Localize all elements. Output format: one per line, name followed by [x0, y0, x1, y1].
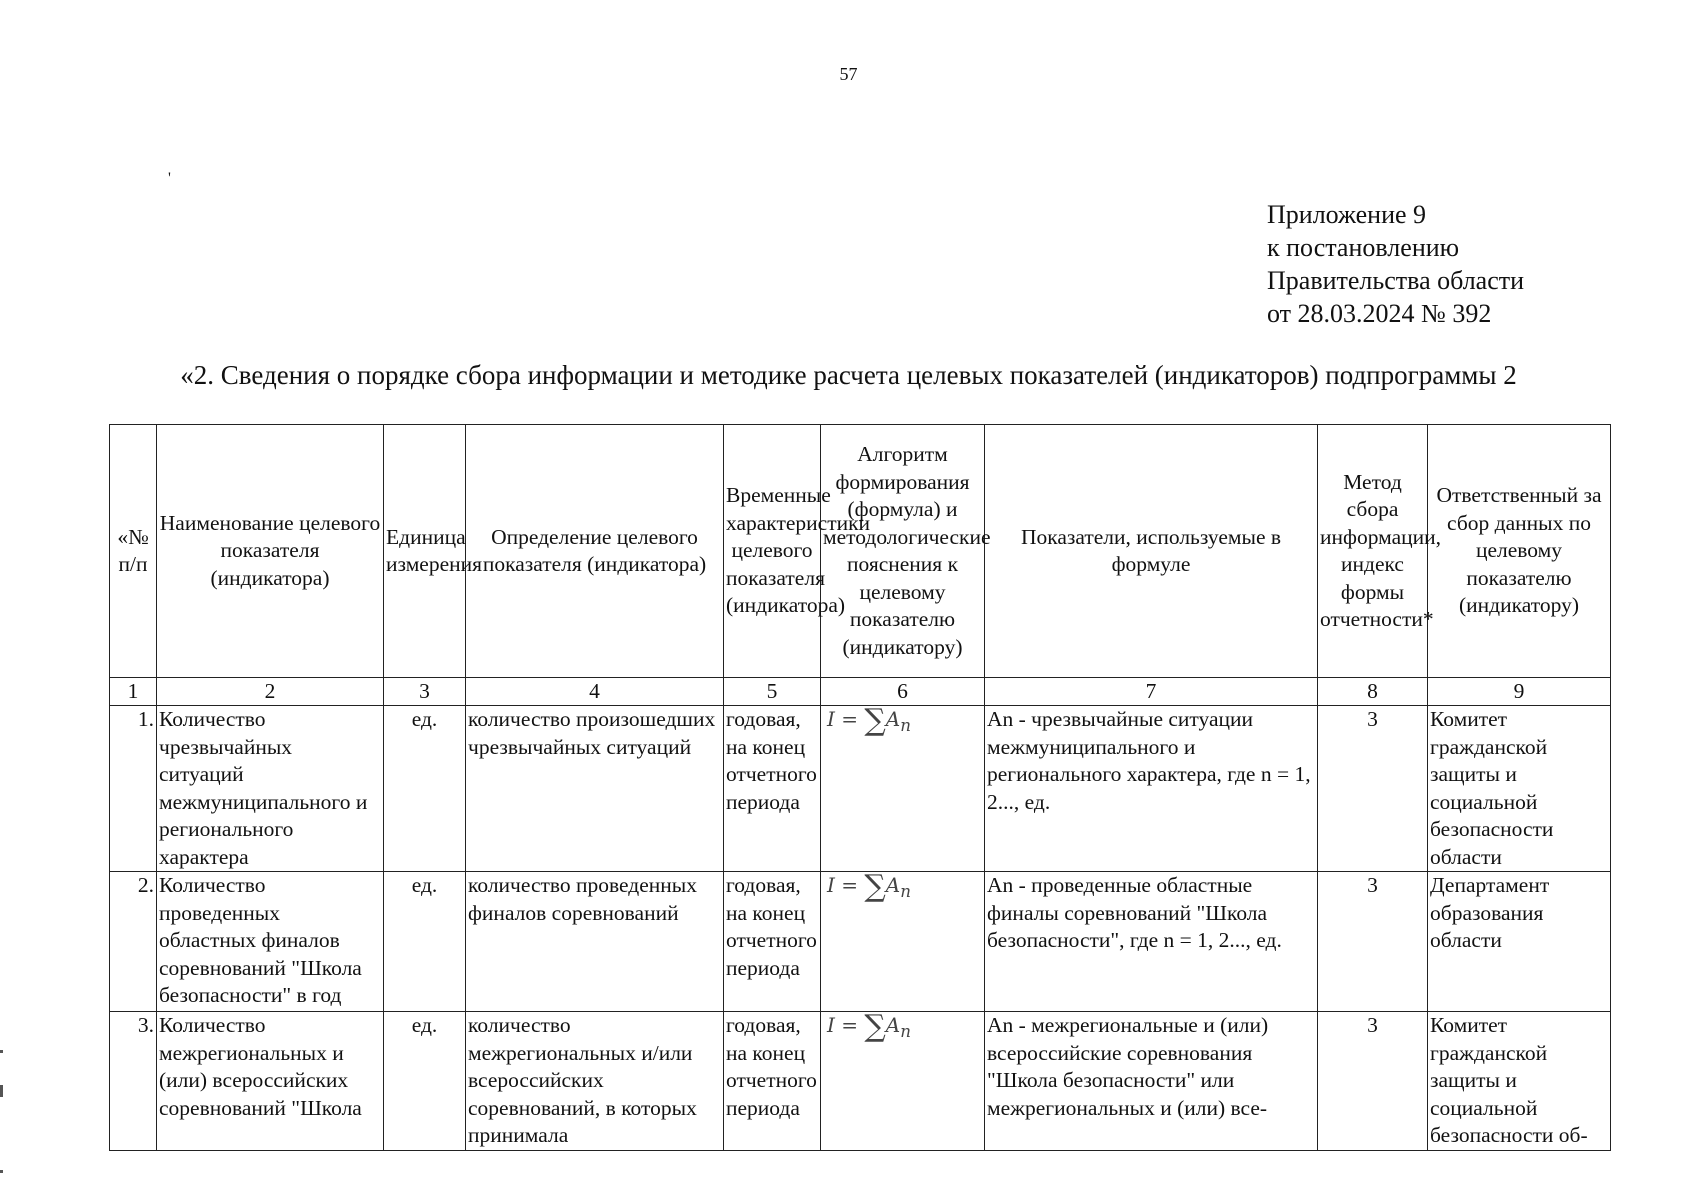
row-number: 2.	[110, 872, 157, 1012]
formula-indicators: An - чрезвычайные ситуации межмуниципального и регионального характера, где n = 1, 2..., ед.	[985, 706, 1318, 872]
formula-lhs: I =	[827, 1013, 865, 1037]
sigma-symbol: ∑	[864, 703, 886, 738]
formula-rhs: A	[885, 873, 901, 897]
header-cell: Временные характеристики целевого показателя (индикатора)	[724, 425, 821, 678]
indicator-name: Количество проведенных областных финалов соревнований "Школа безопасности" в год	[157, 872, 384, 1012]
formula-rhs: A	[885, 1013, 901, 1037]
appendix-line: к постановлению	[1267, 233, 1460, 262]
formula-image	[823, 703, 911, 738]
header-cell: Метод сбора информации, индекс формы отчетности*	[1318, 425, 1428, 678]
column-number: 5	[724, 678, 821, 706]
timing: годовая, на конец отчетного периода	[724, 706, 821, 872]
stray-mark: '	[168, 170, 171, 187]
header-cell: Определение целевого показателя (индикатора)	[466, 425, 724, 678]
scan-edge-mark	[0, 1170, 3, 1173]
header-cell: Показатели, используемые в формуле	[985, 425, 1318, 678]
unit: ед.	[384, 872, 466, 1012]
table-row	[110, 872, 1611, 1012]
column-number: 1	[110, 678, 157, 706]
formula	[821, 1009, 985, 1151]
header-cell: Ответственный за сбор данных по целевому показателю (индикатору)	[1428, 425, 1611, 678]
appendix-line: Правительства области	[1267, 266, 1525, 295]
responsible: Комитет гражданской защиты и социальной безопасности области	[1428, 706, 1611, 872]
formula	[821, 703, 985, 872]
column-number: 2	[157, 678, 384, 706]
collection-method: 3	[1318, 1012, 1428, 1151]
responsible: Департамент образования области	[1428, 872, 1611, 1012]
formula-indicators: An - межрегиональные и (или) всероссийские соревнования "Школа безопасности" или межрегиональных и (или) все-	[985, 1012, 1318, 1151]
appendix-line: от 28.03.2024 № 392	[1267, 299, 1492, 328]
formula-image	[823, 1009, 911, 1044]
collection-method: 3	[1318, 872, 1428, 1012]
appendix-line: Приложение 9	[1267, 200, 1427, 229]
row-number: 1.	[110, 706, 157, 872]
column-number: 8	[1318, 678, 1428, 706]
table-row	[110, 706, 1611, 872]
unit: ед.	[384, 1012, 466, 1151]
formula-lhs: I =	[827, 707, 865, 731]
sigma-symbol: ∑	[864, 1009, 886, 1044]
column-number-row	[110, 678, 1611, 706]
formula-lhs: I =	[827, 873, 865, 897]
sigma-symbol: ∑	[864, 869, 886, 904]
header-cell: «№ п/п	[110, 425, 157, 678]
column-number: 4	[466, 678, 724, 706]
page-number: 57	[839, 64, 858, 84]
formula-sub: n	[900, 882, 911, 901]
responsible: Комитет гражданской защиты и социальной безопасности об-	[1428, 1012, 1611, 1151]
header-cell: Единица измерения	[384, 425, 466, 678]
indicator-name: Количество чрезвычайных ситуаций межмуниципального и регионального характера	[157, 706, 384, 872]
formula-image	[823, 869, 911, 904]
collection-method: 3	[1318, 706, 1428, 872]
table-row	[110, 1012, 1611, 1151]
formula-sub: n	[900, 1022, 911, 1041]
indicator-name: Количество межрегиональных и (или) всероссийских соревнований "Школа	[157, 1012, 384, 1151]
formula-rhs: A	[885, 707, 901, 731]
scan-edge-mark	[0, 1085, 3, 1097]
timing: годовая, на конец отчетного периода	[724, 872, 821, 1012]
unit: ед.	[384, 706, 466, 872]
scan-edge-mark	[0, 1050, 3, 1053]
column-number: 9	[1428, 678, 1611, 706]
formula-indicators: An - проведенные областные финалы соревнований "Школа безопасности", где n = 1, 2..., ед.	[985, 872, 1318, 1012]
definition: количество межрегиональных и/или всероссийских соревнований, в которых принимала	[466, 1012, 724, 1151]
column-number: 3	[384, 678, 466, 706]
document-title: «2. Сведения о порядке сбора информации и методике расчета целевых показателей (индикаторов) подпрограммы 2	[180, 360, 1517, 390]
formula	[821, 869, 985, 1012]
indicators-table	[109, 424, 1611, 1151]
definition: количество проведенных финалов соревнований	[466, 872, 724, 1012]
appendix-block	[1267, 198, 1524, 330]
column-number: 7	[985, 678, 1318, 706]
row-number: 3.	[110, 1012, 157, 1151]
header-cell: Алгоритм формирования (формула) и методологические пояснения к целевому показателю (индикатору)	[821, 425, 985, 678]
header-row	[110, 425, 1611, 678]
timing: годовая, на конец отчетного периода	[724, 1012, 821, 1151]
column-number: 6	[821, 678, 985, 706]
formula-sub: n	[900, 716, 911, 735]
definition: количество произошедших чрезвычайных ситуаций	[466, 706, 724, 872]
header-cell: Наименование целевого показателя (индикатора)	[157, 425, 384, 678]
